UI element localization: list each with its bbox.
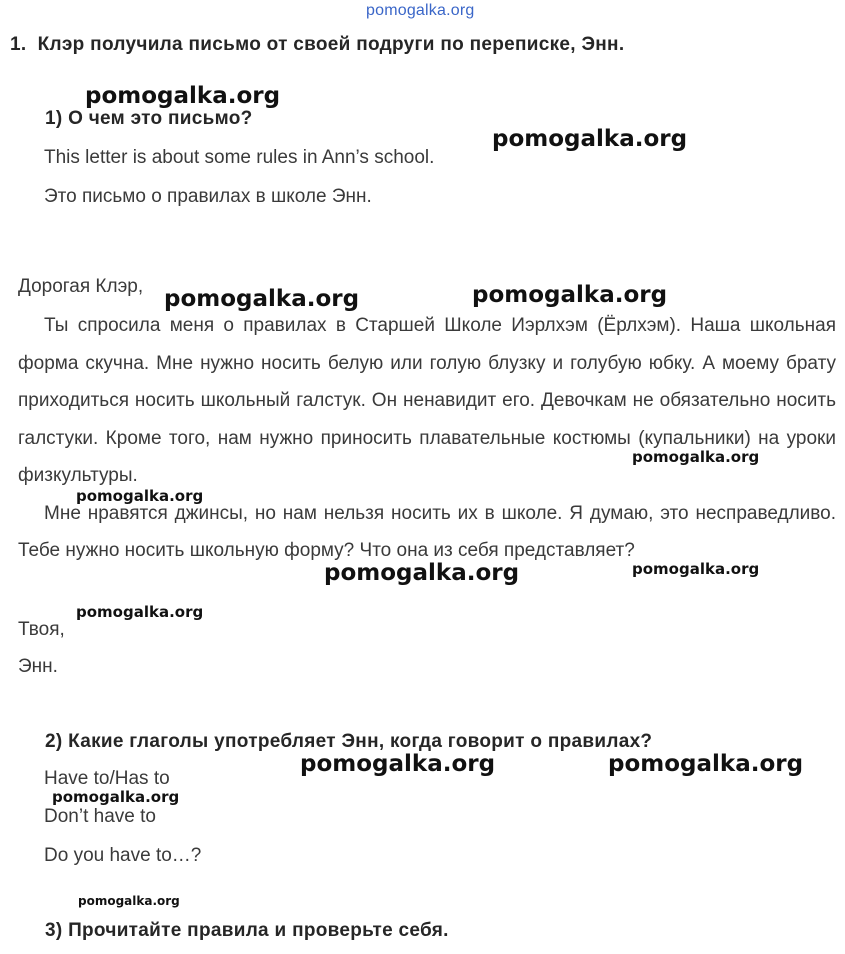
answer-2-item-3: Do you have to…? (44, 845, 202, 866)
watermark: pomogalka.org (85, 83, 281, 109)
question-3: 3) Прочитайте правила и проверьте себя. (45, 920, 449, 941)
answer-1-russian: Это письмо о правилах в школе Энн. (44, 186, 372, 207)
letter-paragraph-1: Ты спросила меня о правилах в Старшей Школе Иэрлхэм (Ёрлхэм). Наша школьная форма скучна. Мне нужно носить белую или голую блузку и голубую юбку. А моему брату приходиться носить школьный галстук. Он ненавидит его. Девочкам не обязательно носить галстуки. Кроме того, нам нужно приносить плавательные костюмы (купальники) на уроки физкультуры. (18, 315, 836, 486)
watermark: pomogalka.org (608, 751, 804, 777)
letter-paragraph-2: Мне нравятся джинсы, но нам нельзя носить их в школе. Я думаю, это несправедливо. Тебе нужно носить школьную форму? Что она из себя представляет? (18, 502, 836, 561)
watermark: pomogalka.org (324, 560, 520, 586)
watermark: pomogalka.org (632, 560, 760, 578)
watermark: pomogalka.org (472, 282, 668, 308)
answer-2-item-2: Don’t have to (44, 806, 156, 827)
watermark: pomogalka.org (632, 448, 760, 466)
question-1: 1) О чем это письмо? (45, 108, 253, 129)
task-number: 1. (10, 34, 27, 55)
watermark: pomogalka.org (52, 788, 180, 806)
watermark: pomogalka.org (164, 286, 360, 312)
top-watermark: pomogalka.org (366, 2, 475, 19)
question-2: 2) Какие глаголы употребляет Энн, когда говорит о правилах? (45, 731, 653, 752)
watermark: pomogalka.org (492, 126, 688, 152)
watermark: pomogalka.org (300, 751, 496, 777)
watermark: pomogalka.org (78, 894, 180, 908)
task-heading (10, 34, 624, 56)
letter-greeting: Дорогая Клэр, (18, 276, 144, 297)
watermark: pomogalka.org (76, 603, 204, 621)
answer-1-english: This letter is about some rules in Ann’s school. (44, 147, 435, 168)
letter-closing: Твоя, (18, 619, 65, 640)
answer-2-item-1: Have to/Has to (44, 768, 170, 789)
letter-signature: Энн. (18, 656, 58, 677)
watermark: pomogalka.org (76, 487, 204, 505)
task-title: Клэр получила письмо от своей подруги по переписке, Энн. (37, 34, 625, 55)
letter-body (18, 307, 836, 570)
